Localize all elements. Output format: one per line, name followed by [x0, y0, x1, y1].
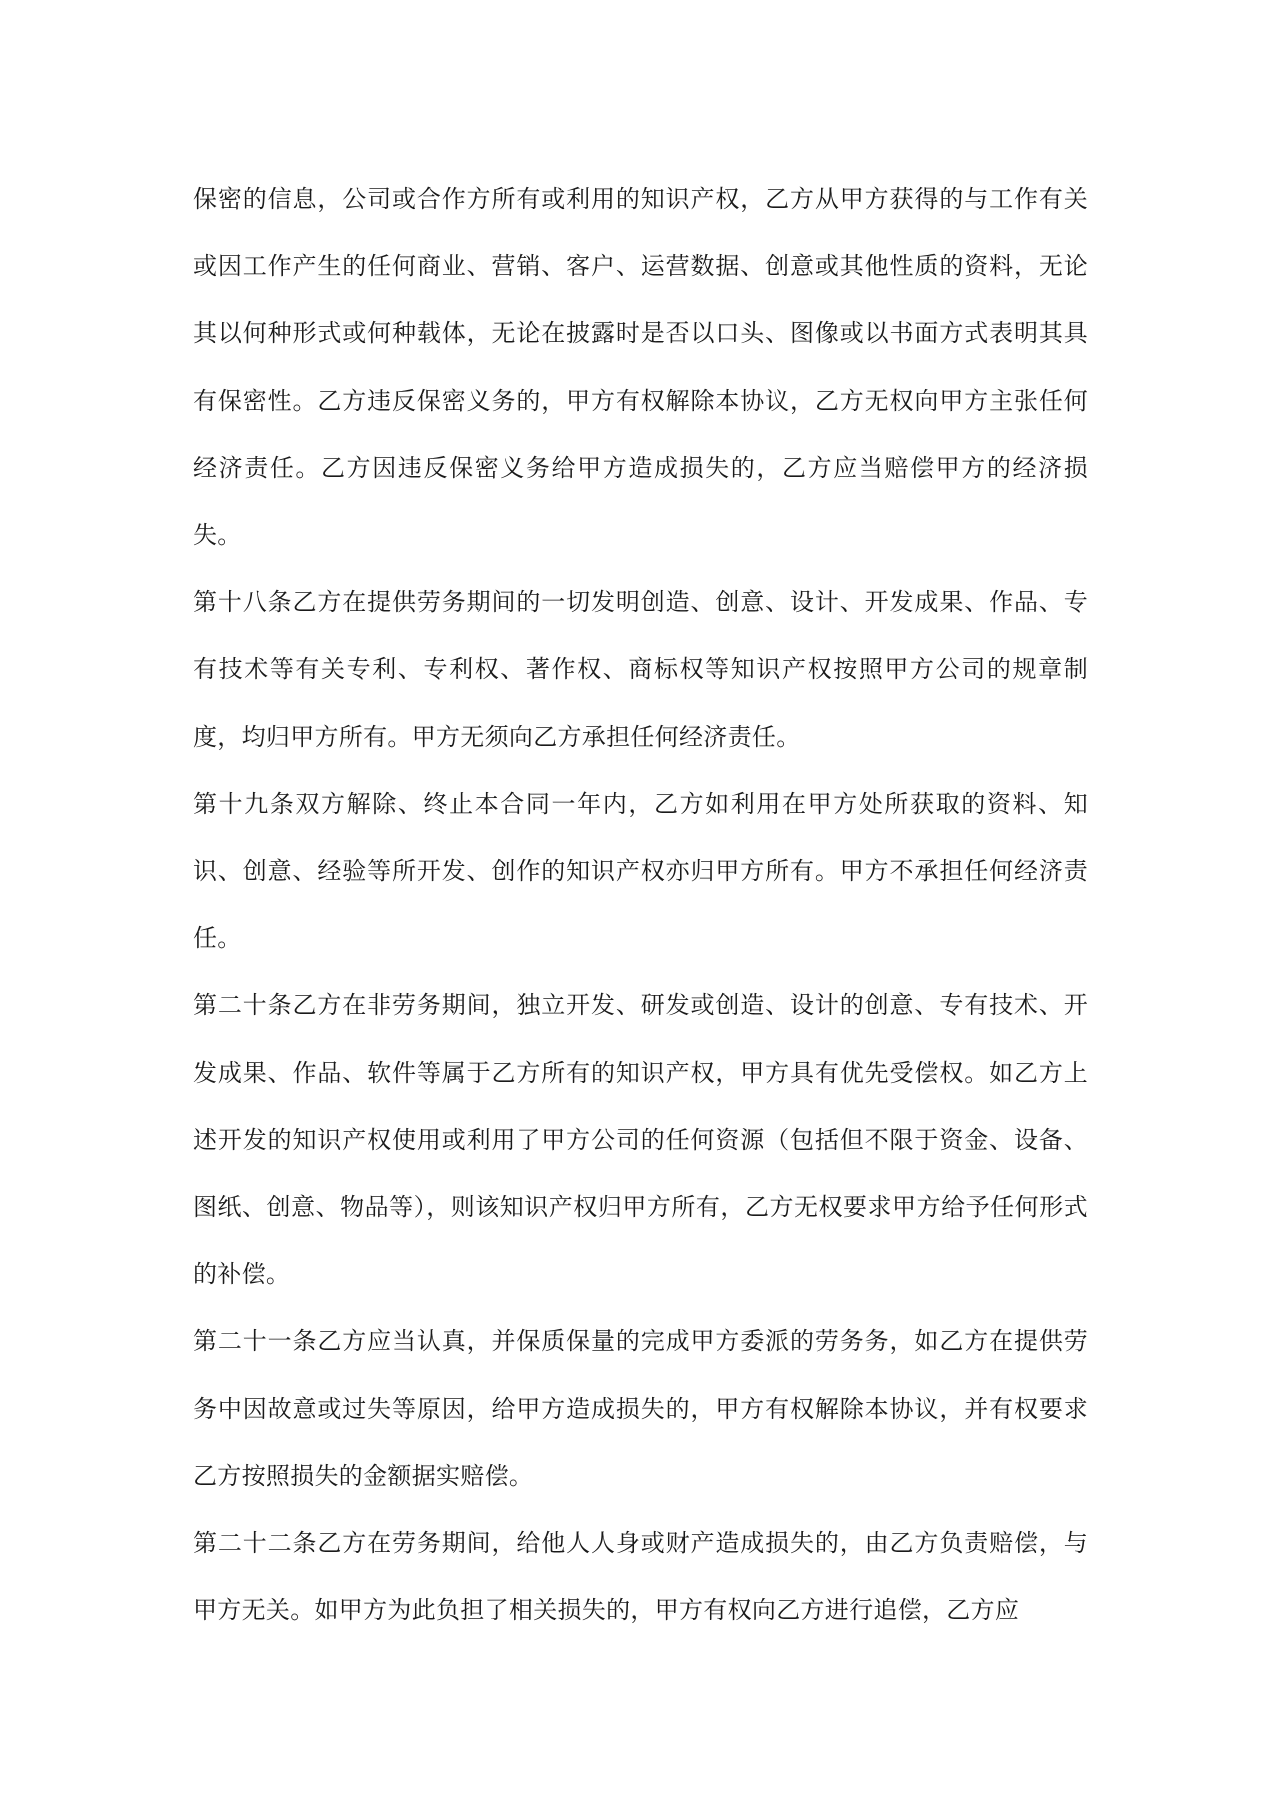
paragraph-article-22: 第二十二条乙方在劳务期间，给他人人身或财产造成损失的，由乙方负责赔偿，与甲方无关。如甲方为此负担了相关损失的，甲方有权向乙方进行追偿，乙方应 [193, 1529, 1088, 1625]
paragraph-article-19: 第十九条双方解除、终止本合同一年内，乙方如利用在甲方处所获取的资料、知识、创意、经验等所开发、创作的知识产权亦归甲方所有。甲方不承担任何经济责任。 [193, 789, 1088, 953]
paragraph-article-20: 第二十条乙方在非劳务期间，独立开发、研发或创造、设计的创意、专有技术、开发成果、作品、软件等属于乙方所有的知识产权，甲方具有优先受偿权。如乙方上述开发的知识产权使用或利用了甲方公司的任何资源（包括但不限于资金、设备、图纸、创意、物品等），则该知识产权归甲方所有，乙方无权要求甲方给予任何形式的补偿。 [193, 991, 1088, 1289]
paragraph-article-21: 第二十一条乙方应当认真，并保质保量的完成甲方委派的劳务务，如乙方在提供劳务中因故意或过失等原因，给甲方造成损失的，甲方有权解除本协议，并有权要求乙方按照损失的金额据实赔偿。 [193, 1327, 1088, 1490]
document-body [193, 166, 1088, 1644]
paragraph-article-18: 第十八条乙方在提供劳务期间的一切发明创造、创意、设计、开发成果、作品、专有技术等有关专利、专利权、著作权、商标权等知识产权按照甲方公司的规章制度，均归甲方所有。甲方无须向乙方承担任何经济责任。 [193, 588, 1088, 751]
paragraph-confidentiality: 保密的信息，公司或合作方所有或利用的知识产权，乙方从甲方获得的与工作有关或因工作产生的任何商业、营销、客户、运营数据、创意或其他性质的资料，无论其以何种形式或何种载体，无论在披露时是否以口头、图像或以书面方式表明其具有保密性。乙方违反保密义务的，甲方有权解除本协议，乙方无权向甲方主张任何经济责任。乙方因违反保密义务给甲方造成损失的，乙方应当赔偿甲方的经济损失。 [193, 185, 1088, 550]
